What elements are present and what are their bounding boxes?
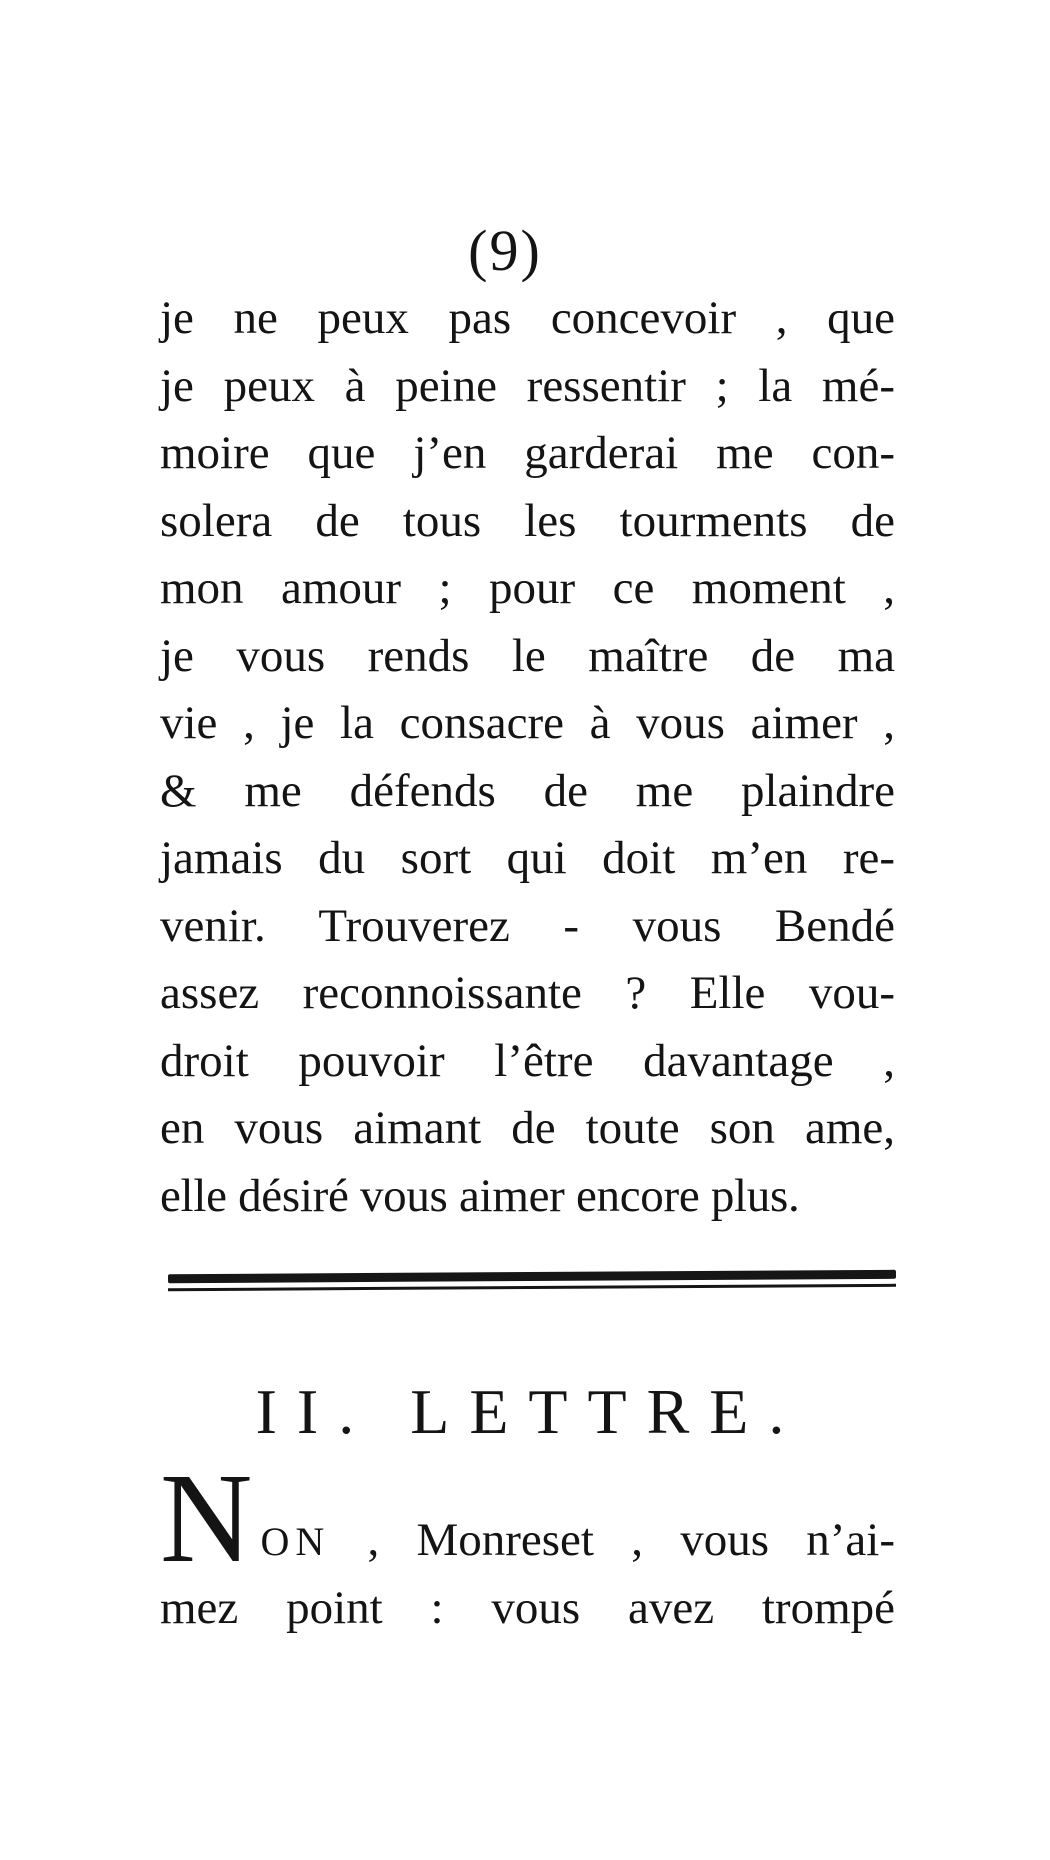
text-line: vie , je la consacre à vous aimer , (160, 697, 895, 749)
text-line: solera de tous les tourments de (160, 494, 895, 547)
opening-line-rest: , Monreset , vous n’ai- (367, 1514, 895, 1566)
text-line: venir. Trouverez - vous Bendé (160, 899, 895, 952)
letter-opening-line (160, 1507, 895, 1575)
text-line: je vous rends le maître de ma (160, 629, 895, 682)
divider-thick-line (168, 1270, 896, 1283)
divider-thin-line (168, 1284, 896, 1291)
opening-small-caps: ON (260, 1519, 331, 1564)
text-line: en vous aimant de toute son ame, (160, 1102, 895, 1154)
text-line: mon amour ; pour ce moment , (160, 562, 895, 614)
letter-heading: II. LETTRE. (255, 1376, 805, 1447)
letter-text-line: mez point : vous avez trompé (160, 1581, 895, 1634)
text-line: droit pouvoir l’être davantage , (160, 1034, 895, 1087)
text-line: moire que j’en garderai me con- (160, 427, 895, 479)
section-divider-rule (168, 1272, 896, 1289)
page-number: (9) (468, 218, 542, 283)
letter-body (160, 1447, 895, 1642)
text-line: je ne peux pas concevoir , que (160, 292, 895, 344)
text-line: elle désiré vous aimer encore plus. (160, 1169, 800, 1222)
text-line: jamais du sort qui doit m’en re- (160, 832, 895, 884)
drop-cap: N (160, 1447, 253, 1589)
text-line: assez reconnoissante ? Elle vou- (160, 967, 895, 1019)
text-line: je peux à peine ressentir ; la mé- (160, 359, 895, 412)
continued-text-block (160, 285, 895, 1230)
text-line: & me défends de me plaindre (160, 764, 895, 817)
